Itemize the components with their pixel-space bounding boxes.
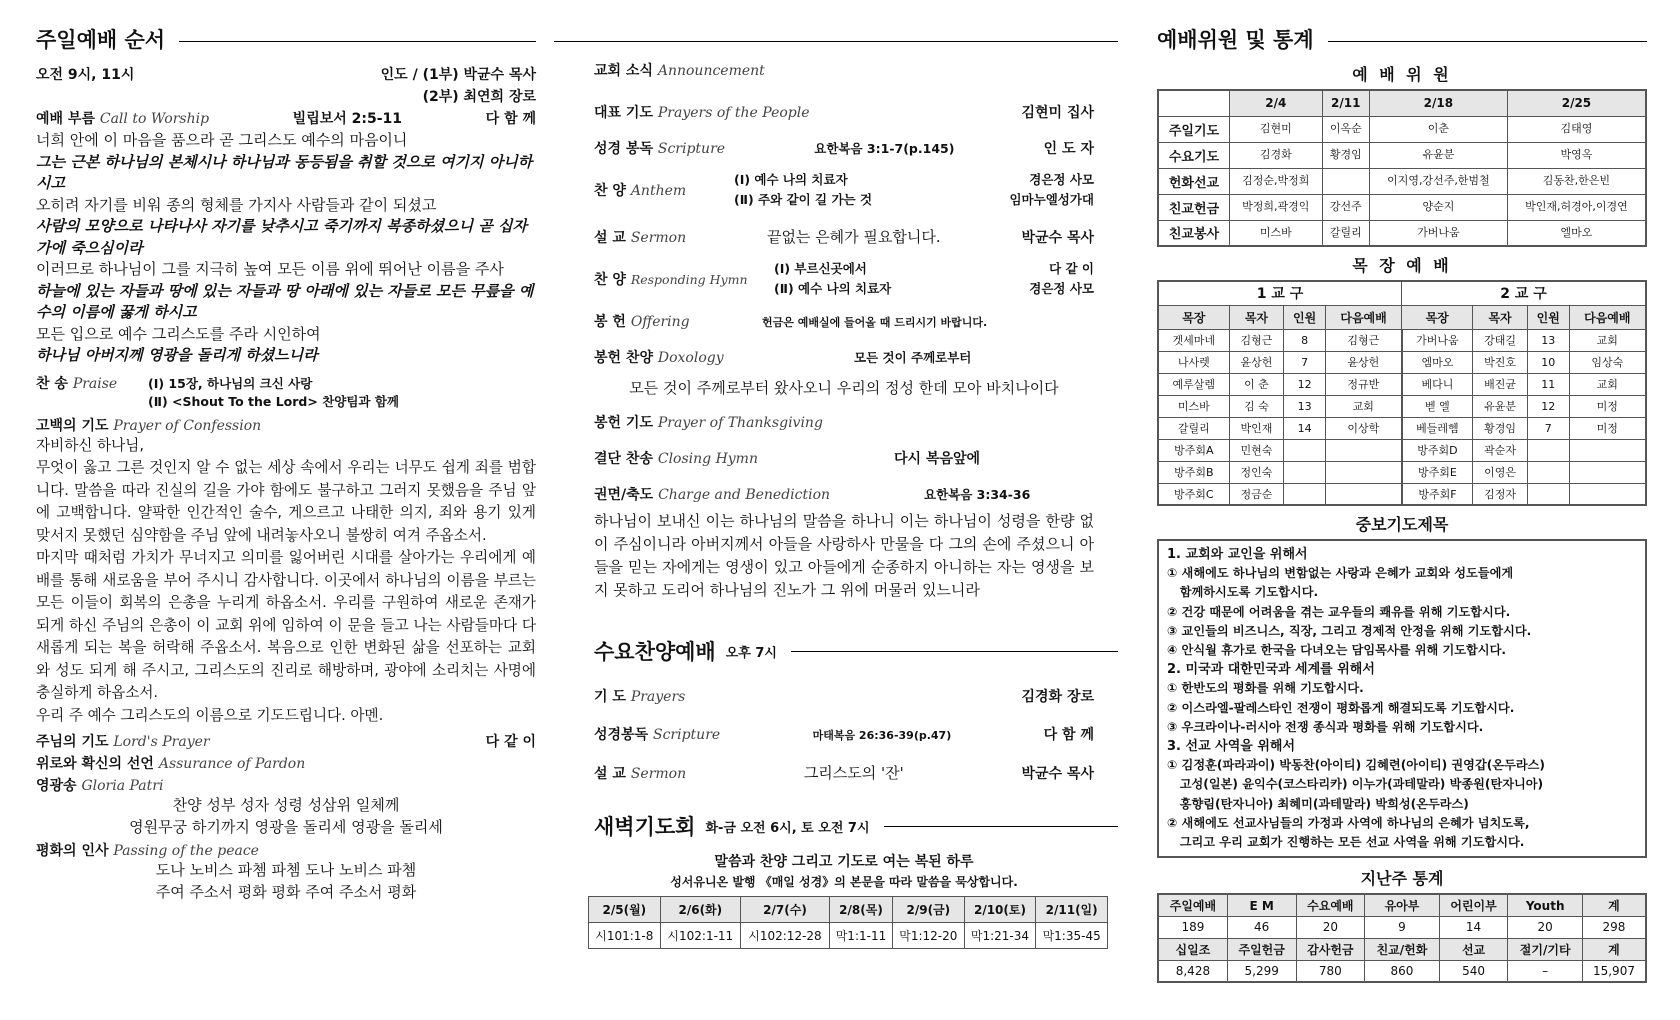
service-time-row (36, 64, 536, 84)
mokjang-row (1158, 439, 1646, 461)
closing-hymn: 결단 찬송 Closing Hymn 다시 복음앞에 (594, 451, 981, 467)
table-cell: 540 (1439, 960, 1508, 982)
praise: 찬 송 Praise (Ⅰ) 15장, 하나님의 크신 사랑 (Ⅱ) <Shout To the Lord> 찬양팀과 함께 (36, 375, 400, 409)
call-line: 오히려 자기를 비워 종의 형체를 가지사 사람들과 같이 되셨고 (36, 195, 437, 214)
table-cell: 8,428 (1158, 960, 1227, 982)
mokjang-cell: 11 (1527, 373, 1569, 395)
leader-2: (2부) 최연희 장로 (422, 89, 536, 105)
staff-role: 주일기도 (1158, 116, 1230, 142)
staff-row (1158, 142, 1646, 168)
mokjang-cell: 나사렛 (1158, 351, 1229, 373)
staff-header-cell: 2/25 (1507, 90, 1646, 116)
table-cell: Youth (1508, 894, 1583, 916)
mokjang-cell: 김 숙 (1229, 395, 1284, 417)
mokjang-cell: 곽순자 (1473, 439, 1528, 461)
table-cell: 20 (1296, 916, 1365, 938)
staff-name: 김현미 (1230, 116, 1323, 142)
staff-name: 김태영 (1507, 116, 1646, 142)
mokjang-cell: 윤상헌 (1229, 351, 1284, 373)
doxology: 봉헌 찬양 Doxology 모든 것이 주께로부터 (594, 350, 972, 366)
district-2: 2 교 구 (1402, 281, 1646, 305)
staff-role: 수요기도 (1158, 142, 1230, 168)
mokjang-cell: 박인재 (1229, 417, 1284, 439)
table-cell: 인원 (1527, 305, 1569, 329)
mokjang-cell: 이상학 (1326, 417, 1402, 439)
prayer-of-thanksgiving: 봉헌 기도 Prayer of Thanksgiving (594, 415, 823, 431)
mokjang-cell: 미정 (1569, 417, 1646, 439)
mokjang-caption: 목 장 예 배 (1352, 256, 1452, 275)
mokjang-row (1158, 483, 1646, 505)
title-rule-cont (554, 41, 1118, 42)
title-rule (179, 41, 536, 42)
prayer-item: 홍향림(탄자니아) 최혜미(과테말라) 박희성(온두라스) (1167, 796, 1469, 811)
order-of-worship (36, 0, 536, 903)
table-cell: 2/11(일) (1036, 897, 1108, 923)
table-cell: 860 (1365, 960, 1440, 982)
table-cell: 막1:35-45 (1036, 923, 1108, 949)
mokjang-cell: 베들레헴 (1402, 417, 1473, 439)
table-cell: 2/7(수) (740, 897, 829, 923)
gloria-lyrics: 찬양 성부 성자 성령 성삼위 일체께 영원무궁 하기까지 영광을 돌리세 영광을 돌리세 (129, 796, 443, 836)
mokjang-cell: 방주회D (1402, 439, 1473, 461)
table-cell: 15,907 (1582, 960, 1646, 982)
mokjang-row (1158, 417, 1646, 439)
prayer-caption: 중보기도제목 (1355, 515, 1449, 534)
mokjang-cell (1527, 461, 1569, 483)
table-cell: 2/9(금) (892, 897, 964, 923)
table-cell: 수요예배 (1296, 894, 1365, 916)
responding-hymn: 찬 양 Responding Hymn (Ⅰ) 부르신곳에서 다 같 이 (Ⅱ) 예수 나의 치료자 경은정 사모 (594, 261, 1094, 296)
call-line: 이러므로 하나님이 그를 지극히 높여 모든 이름 위에 뛰어난 이름을 주사 (36, 260, 504, 278)
mokjang-cell: 황경임 (1473, 417, 1528, 439)
table-cell: 목장 (1158, 305, 1229, 329)
prayer-item: 3. 선교 사역을 위해서 (1167, 739, 1296, 755)
table-cell: 막1:1-11 (829, 923, 892, 949)
call-responsive-reading (36, 130, 536, 367)
committee-and-stats (1157, 0, 1647, 983)
mokjang-cell (1527, 439, 1569, 461)
column-rule-row (594, 24, 1094, 54)
section-title-worship: 주일예배 순서 (36, 24, 536, 54)
announcement: 교회 소식 Announcement (594, 63, 765, 79)
mokjang-cell: 예루살렘 (1158, 373, 1229, 395)
mokjang-cell: 방주회B (1158, 461, 1229, 483)
mokjang-cell: 임상숙 (1569, 351, 1646, 373)
prayer-of-confession: 고백의 기도 Prayer of Confession (36, 417, 262, 434)
mokjang-cell: 이영은 (1473, 461, 1528, 483)
mokjang-cell: 미정 (1569, 395, 1646, 417)
table-cell: E M (1227, 894, 1296, 916)
staff-name: 황경임 (1322, 142, 1369, 168)
table-cell: 계 (1582, 894, 1646, 916)
staff-name: 미스바 (1230, 220, 1323, 246)
staff-name: 엘마오 (1507, 220, 1646, 246)
table-cell: 막1:12-20 (892, 923, 964, 949)
stats-table (1157, 893, 1647, 983)
call-line: 사람의 모양으로 나타나사 자기를 낮추시고 죽기까지 복종하셨으니 곧 십자가에 죽으심이라 (36, 217, 527, 257)
mokjang-cell (1326, 483, 1402, 505)
staff-row (1158, 194, 1646, 220)
mokjang-cell: 7 (1284, 351, 1326, 373)
mokjang-cell: 방주회A (1158, 439, 1229, 461)
staff-name: 이춘 (1369, 116, 1507, 142)
mokjang-cell: 갈릴리 (1158, 417, 1229, 439)
table-cell: 9 (1365, 916, 1440, 938)
mokjang-cell: 박진호 (1473, 351, 1528, 373)
wed-scripture: 성경봉독 Scripture 마태복음 26:36-39(p.47) 다 함 께 (594, 727, 1094, 743)
prayer-item: ③ 교인들의 비즈니스, 직장, 그리고 경제적 안정을 위해 기도합시다. (1167, 623, 1532, 638)
mokjang-cell: 윤상헌 (1326, 351, 1402, 373)
mokjang-cell: 10 (1527, 351, 1569, 373)
staff-role: 친교헌금 (1158, 194, 1230, 220)
staff-name: 김동찬,한은빈 (1507, 168, 1646, 194)
staff-role: 친교봉사 (1158, 220, 1230, 246)
intercessory-prayer-list (1157, 539, 1647, 858)
table-cell: 선교 (1439, 938, 1508, 960)
mokjang-cell: 민현숙 (1229, 439, 1284, 461)
wed-sermon: 설 교 Sermon 그리스도의 '잔' 박균수 목사 (594, 764, 1094, 782)
staff-name: 강선주 (1322, 194, 1369, 220)
table-cell: 2/5(월) (589, 897, 661, 923)
table-cell: 목장 (1402, 305, 1473, 329)
mokjang-cell: 겟세마네 (1158, 329, 1229, 351)
mokjang-row (1158, 329, 1646, 351)
table-cell: 189 (1158, 916, 1227, 938)
call-line: 모든 입으로 예수 그리스도를 주라 시인하여 (36, 324, 321, 343)
leader-2-row (36, 86, 536, 106)
staff-row (1158, 220, 1646, 246)
mokjang-cell: 정규반 (1326, 373, 1402, 395)
mokjang-cell: 14 (1284, 417, 1326, 439)
gloria-patri: 영광송 Gloria Patri (36, 778, 164, 794)
prayer-item: 2. 미국과 대한민국과 세계를 위해서 (1167, 662, 1375, 678)
lords-prayer: 주님의 기도 Lord's Prayer 다 같 이 (36, 734, 536, 750)
staff-name: 갈릴리 (1322, 220, 1369, 246)
prayer-item: ② 이스라엘-팔레스타인 전쟁이 평화롭게 해결되도록 기도합시다. (1167, 700, 1515, 715)
staff-header-cell: 2/4 (1230, 90, 1323, 116)
dawn-reading-table (588, 896, 1108, 949)
mokjang-table (1157, 280, 1647, 506)
mokjang-cell: 유윤분 (1473, 395, 1528, 417)
staff-name: 유윤분 (1369, 142, 1507, 168)
prayer-item: 그리고 우리 교회가 진행하는 모든 선교 사역을 위해 기도합시다. (1167, 835, 1525, 850)
mokjang-cell: 7 (1527, 417, 1569, 439)
table-cell: 막1:21-34 (964, 923, 1036, 949)
mokjang-cell: 정인숙 (1229, 461, 1284, 483)
prayer-item: 고성(일본) 윤익수(코스타리카) 이누가(과테말라) 박종원(탄자니아) (1167, 777, 1544, 792)
table-cell: 시102:12-28 (740, 923, 829, 949)
table-cell: 다음예배 (1569, 305, 1646, 329)
title-rule-3 (1328, 41, 1647, 42)
staff-caption: 예 배 위 원 (1352, 65, 1452, 84)
dawn-note: 성서유니온 발행 《매일 성경》의 본문을 따라 말씀을 묵상합니다. (670, 875, 1018, 889)
mokjang-cell (1527, 483, 1569, 505)
mokjang-cell: 김형근 (1326, 329, 1402, 351)
staff-name (1322, 168, 1369, 194)
table-cell: 주일예배 (1158, 894, 1227, 916)
call-line: 너희 안에 이 마음을 품으라 곧 그리스도 예수의 마음이니 (36, 131, 408, 149)
call-line: 하늘에 있는 자들과 땅에 있는 자들과 땅 아래에 있는 자들로 모든 무릎을 예수의 이름에 꿇게 하시고 (36, 281, 534, 321)
table-cell: 주일헌금 (1227, 938, 1296, 960)
prayer-item: 함께하시도록 기도합시다. (1167, 585, 1319, 600)
staff-role: 헌화선교 (1158, 168, 1230, 194)
mokjang-cell: 13 (1284, 395, 1326, 417)
mokjang-cell: 방주회F (1402, 483, 1473, 505)
scripture-reading: 성경 봉독 Scripture 요한복음 3:1-7(p.145) 인 도 자 (594, 141, 1094, 157)
table-cell: 목자 (1229, 305, 1284, 329)
table-cell: 20 (1508, 916, 1583, 938)
table-cell: 14 (1439, 916, 1508, 938)
mokjang-cell: 12 (1284, 373, 1326, 395)
dawn-rule (884, 826, 1118, 827)
table-cell: 다음예배 (1326, 305, 1402, 329)
mokjang-row (1158, 395, 1646, 417)
doxology-lyrics: 모든 것이 주께로부터 왔사오니 우리의 정성 한데 모아 바치나이다 (629, 379, 1059, 397)
prayer-item: ② 새해에도 선교사님들의 가정과 사역에 하나님의 은혜가 넘치도록, (1167, 815, 1530, 830)
staff-name: 김정순,박정희 (1230, 168, 1323, 194)
call-to-worship: 예배 부름 Call to Worship 빌립보서 2:5-11 다 함 께 (36, 111, 536, 127)
benediction-text: 하나님이 보내신 이는 하나님의 말씀을 하나니 이는 하나님이 성령을 한량 없이 주심이니라 아버지께서 아들을 사랑하사 만물을 다 그의 손에 주셨으니 아들을 믿는 자에게는 영생이 있고 아들에게 순종하지 아니하는 자는 영생을 보지 못하고 도리어 하나님의 진노가 그 위에 머물러 있느니라 (594, 512, 1094, 599)
wednesday-header: 수요찬양예배 오후 7시 (594, 636, 1094, 666)
leader-1: 인도 / (1부) 박균수 목사 (380, 67, 536, 83)
assurance-of-pardon: 위로와 확신의 선언 Assurance of Pardon (36, 756, 306, 772)
prayers-of-people: 대표 기도 Prayers of the People 김현미 집사 (594, 105, 1094, 121)
mokjang-row (1158, 351, 1646, 373)
mokjang-cell: 미스바 (1158, 395, 1229, 417)
order-of-worship-continued (594, 0, 1101, 949)
staff-table (1157, 89, 1647, 247)
wed-rule (791, 651, 1118, 652)
mokjang-cell: 강태길 (1473, 329, 1528, 351)
mokjang-cell: 교회 (1569, 373, 1646, 395)
mokjang-cell: 배진균 (1473, 373, 1528, 395)
staff-row (1158, 168, 1646, 194)
table-cell: 감사헌금 (1296, 938, 1365, 960)
call-line: 하나님 아버지께 영광을 돌리게 하셨느니라 (36, 346, 318, 364)
mokjang-cell: 교회 (1326, 395, 1402, 417)
service-time: 오전 9시, 11시 (36, 67, 135, 83)
mokjang-cell: 정금순 (1229, 483, 1284, 505)
confession-text: 자비하신 하나님, 무엇이 옳고 그른 것인지 알 수 없는 세상 속에서 우리는 너무도 쉽게 죄를 범합니다. 말씀을 따라 진실의 길을 가야 함에도 불구하고 그러지 못했음을 주님 앞에 고백합니다. 얄팍한 인간적인 술수, 게으르고 나태한 의지, 죄와 용기 있게 맞서지 못했던 심약함을 주님 앞에 내려놓사오니 불쌍히 여겨 주옵소서. 마지막 때처럼 가치가 무너지고 의미를 잃어버린 시대를 살아가는 우리에게 예배를 통해 새로움을 부어 주시니 감사합니다. 이곳에서 하나님의 이름을 부르는 모든 이들이 회복의 은총을 누리게 하옵소서. 우리를 구원하여 새로운 존재가 되게 하신 주님의 은총이 이 교회 위에 임하여 이 문을 들고 나는 사람들마다 다 새롭게 되는 복을 허락해 주옵소서. 복음으로 인한 변화된 삶을 선포하는 교회와 성도 되게 해 주시고, 그리스도의 진리로 해방하며, 광야에 소리치는 사명에 충실하게 하옵소서. 우리 주 예수 그리스도의 이름으로 기도드립니다. 아멘. (36, 436, 536, 724)
passing-of-peace: 평화의 인사 Passing of the peace (36, 843, 259, 859)
dawn-subtitle: 말씀과 찬양 그리고 기도로 여는 복된 하루 (714, 854, 974, 870)
mokjang-cell (1326, 461, 1402, 483)
mokjang-cell: 이 춘 (1229, 373, 1284, 395)
mokjang-cell: 가버나움 (1402, 329, 1473, 351)
table-cell: 2/10(토) (964, 897, 1036, 923)
table-cell: 시101:1-8 (589, 923, 661, 949)
table-cell: 계 (1582, 938, 1646, 960)
mokjang-cell: 13 (1527, 329, 1569, 351)
table-cell: 2/6(화) (660, 897, 740, 923)
sermon: 설 교 Sermon 끝없는 은혜가 필요합니다. 박균수 목사 (594, 228, 1094, 246)
anthem: 찬 양 Anthem (Ⅰ) 예수 나의 치료자 경은정 사모 (Ⅱ) 주와 같이 길 가는 것 임마누엘성가대 (594, 172, 1094, 207)
table-cell: 친교/헌화 (1365, 938, 1440, 960)
table-cell: 5,299 (1227, 960, 1296, 982)
table-cell: 목자 (1473, 305, 1528, 329)
staff-name: 김경화 (1230, 142, 1323, 168)
mokjang-cell: 벧 엘 (1402, 395, 1473, 417)
prayer-item: ③ 우크라이나-러시아 전쟁 종식과 평화를 위해 기도합시다. (1167, 719, 1484, 734)
table-cell: 780 (1296, 960, 1365, 982)
mokjang-cell (1326, 439, 1402, 461)
mokjang-cell: 방주회E (1402, 461, 1473, 483)
staff-header-cell: 2/11 (1322, 90, 1369, 116)
mokjang-cell (1284, 483, 1326, 505)
table-cell: 십일조 (1158, 938, 1227, 960)
mokjang-cell: 12 (1527, 395, 1569, 417)
mokjang-cell: 교회 (1569, 329, 1646, 351)
staff-header-cell (1158, 90, 1230, 116)
district-1: 1 교 구 (1158, 281, 1402, 305)
stats-caption: 지난주 통계 (1360, 869, 1444, 889)
table-cell: 절기/기타 (1508, 938, 1583, 960)
table-cell: 298 (1582, 916, 1646, 938)
staff-name: 양순지 (1369, 194, 1507, 220)
mokjang-cell (1284, 439, 1326, 461)
prayer-item: ① 새해에도 하나님의 변함없는 사랑과 은혜가 교회와 성도들에게 (1167, 566, 1514, 581)
mokjang-cell: 8 (1284, 329, 1326, 351)
mokjang-cell: 방주회C (1158, 483, 1229, 505)
dawn-header: 새벽기도회 화-금 오전 6시, 토 오전 7시 (594, 811, 1094, 841)
staff-name: 이지영,강선주,한범철 (1369, 168, 1507, 194)
table-cell: 2/8(목) (829, 897, 892, 923)
staff-row (1158, 116, 1646, 142)
table-cell: 어린이부 (1439, 894, 1508, 916)
mokjang-row (1158, 373, 1646, 395)
table-cell: – (1508, 960, 1583, 982)
staff-name: 가버나움 (1369, 220, 1507, 246)
staff-name: 박인재,허경아,이경연 (1507, 194, 1646, 220)
staff-name: 박영옥 (1507, 142, 1646, 168)
call-line: 그는 근본 하나님의 본체시나 하나님과 동등됨을 취할 것으로 여기지 아니하시고 (36, 152, 533, 192)
prayer-item: ② 건강 때문에 어려움을 겪는 교우들의 쾌유를 위해 기도합시다. (1167, 604, 1511, 619)
mokjang-cell (1569, 461, 1646, 483)
prayer-item: ① 김정훈(파라과이) 박동찬(아이티) 김혜련(아이티) 권영갑(온두라스) (1167, 758, 1545, 773)
staff-name: 박정희,곽경익 (1230, 194, 1323, 220)
table-cell: 유아부 (1365, 894, 1440, 916)
mokjang-cell: 엠마오 (1402, 351, 1473, 373)
mokjang-cell (1569, 439, 1646, 461)
mokjang-cell: 김형근 (1229, 329, 1284, 351)
prayer-item: ④ 안식월 휴가로 한국을 다녀오는 담임목사를 위해 기도합시다. (1167, 643, 1506, 658)
mokjang-cell: 베다니 (1402, 373, 1473, 395)
mokjang-cell (1569, 483, 1646, 505)
offering: 봉 헌 Offering 헌금은 예배실에 들어올 때 드리시기 바랍니다. (594, 314, 988, 330)
mokjang-row (1158, 461, 1646, 483)
peace-lyrics: 도나 노비스 파쳄 파쳄 도나 노비스 파쳄 주여 주소서 평화 평화 주여 주소서 평화 (155, 861, 417, 901)
table-cell: 시102:1-11 (660, 923, 740, 949)
wed-prayers: 기 도 Prayers 김경화 장로 (594, 689, 1094, 705)
table-cell: 46 (1227, 916, 1296, 938)
benediction: 권면/축도 Charge and Benediction 요한복음 3:34-36 (594, 487, 1031, 503)
table-cell: 인원 (1284, 305, 1326, 329)
prayer-item: 1. 교회와 교인을 위해서 (1167, 547, 1308, 562)
staff-name: 이옥순 (1322, 116, 1369, 142)
mokjang-cell (1284, 461, 1326, 483)
staff-header-cell: 2/18 (1369, 90, 1507, 116)
mokjang-cell: 김정자 (1473, 483, 1528, 505)
section-title-committee: 예배위원 및 통계 (1157, 24, 1647, 54)
prayer-item: ① 한반도의 평화를 위해 기도합시다. (1167, 681, 1364, 696)
